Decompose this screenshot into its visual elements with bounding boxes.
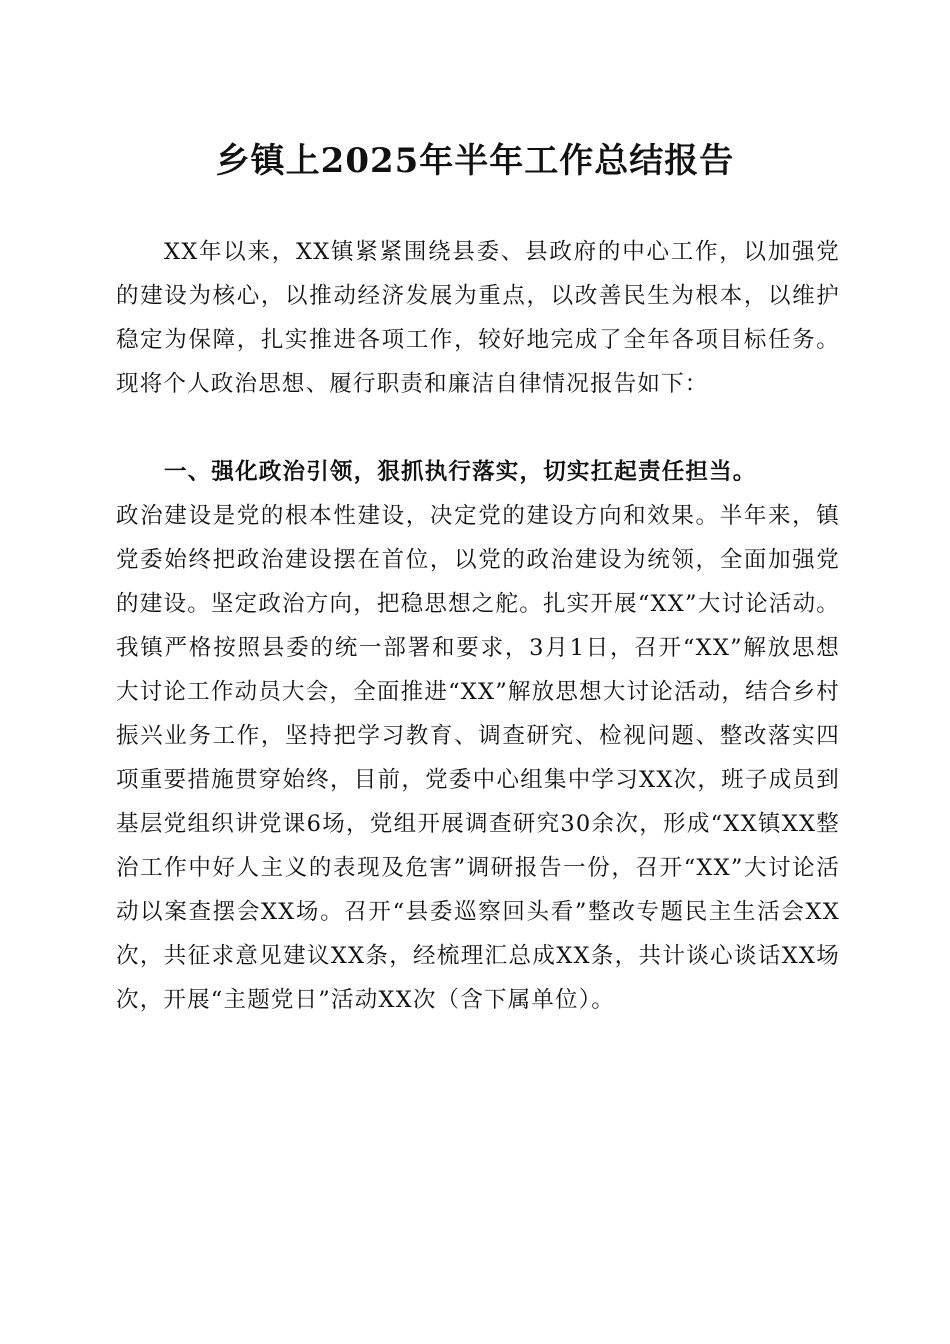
document-title: 乡镇上2025年半年工作总结报告 (215, 141, 735, 181)
intro-paragraph: XX年以来，XX镇紧紧围绕县委、县政府的中心工作，以加强党的建设为核心，以推动经济发展为重点，以改善民生为根本，以维护稳定为保障，扎实推进各项工作，较好地完成了全年各项目标任务。现将个人政治思想、履行职责和廉洁自律情况报告如下： (116, 239, 840, 397)
section-1-heading: 一、强化政治引领，狠抓执行落实，切实扛起责任担当。 (164, 459, 757, 485)
section-1 (116, 450, 840, 1022)
section-1-body: 政治建设是党的根本性建设，决定党的建设方向和效果。半年来，镇党委始终把政治建设摆在首位，以党的政治建设为统领，全面加强党的建设。坚定政治方向，把稳思想之舵。扎实开展“XX”大讨论活动。我镇严格按照县委的统一部署和要求，3月1日，召开“XX”解放思想大讨论工作动员大会，全面推进“XX”解放思想大讨论活动，结合乡村振兴业务工作，坚持把学习教育、调查研究、检视问题、整改落实四项重要措施贯穿始终，目前，党委中心组集中学习XX次，班子成员到基层党组织讲党课6场，党组开展调查研究30余次，形成“XX镇XX整治工作中好人主义的表现及危害”调研报告一份，召开“XX”大讨论活动以案查摆会XX场。召开“县委巡察回头看”整改专题民主生活会XX次，共征求意见建议XX条，经梳理汇总成XX条，共计谈心谈话XX场次，开展“主题党日”活动XX次（含下属单位）。 (116, 503, 840, 1013)
